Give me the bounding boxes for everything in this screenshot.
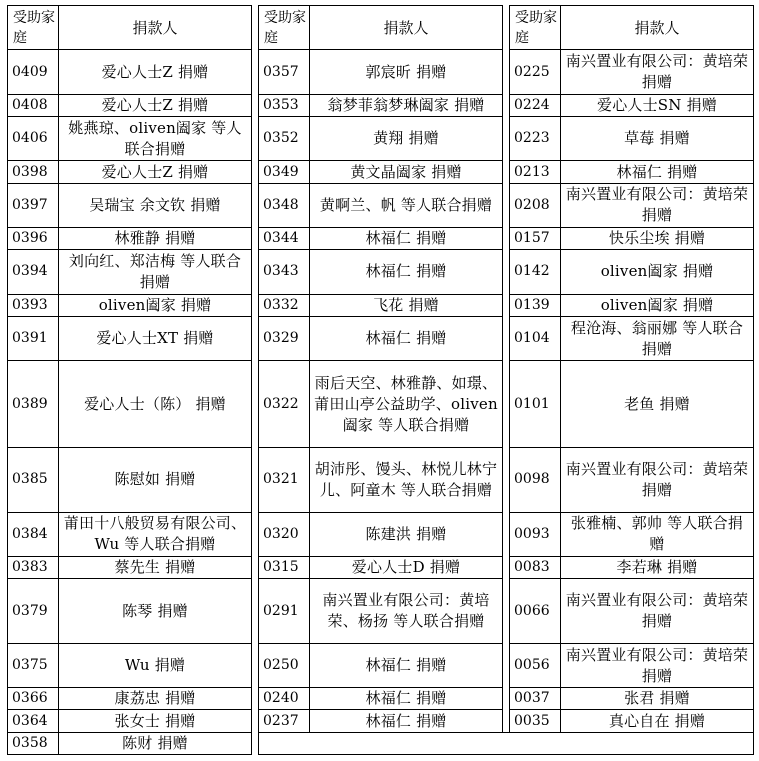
donor-cell: 翁梦菲翁梦琳阖家 捐赠 — [310, 94, 503, 116]
column-gap — [252, 250, 259, 294]
family-id: 0329 — [259, 316, 310, 360]
table-row — [8, 294, 754, 316]
donor-cell: 吴瑞宝 余文钦 捐赠 — [59, 183, 252, 227]
family-id: 0237 — [259, 710, 310, 732]
family-id: 0321 — [259, 448, 310, 513]
family-id: 0408 — [8, 94, 59, 116]
column-gap — [252, 512, 259, 556]
donor-cell: 林福仁 捐赠 — [310, 228, 503, 250]
family-id: 0393 — [8, 294, 59, 316]
column-gap — [503, 643, 510, 687]
family-id: 0213 — [510, 161, 561, 183]
donor-cell: 张雅楠、郭帅 等人联合捐赠 — [561, 512, 754, 556]
donor-cell: 林福仁 捐赠 — [310, 643, 503, 687]
family-id: 0225 — [510, 50, 561, 94]
family-id: 0357 — [259, 50, 310, 94]
donor-cell: 南兴置业有限公司：黄培荣 捐赠 — [561, 183, 754, 227]
donor-cell: 爱心人士SN 捐赠 — [561, 94, 754, 116]
donor-cell: 林福仁 捐赠 — [310, 316, 503, 360]
family-id: 0358 — [8, 732, 59, 754]
column-gap — [252, 94, 259, 116]
donor-cell: oliven阖家 捐赠 — [59, 294, 252, 316]
table-row — [8, 316, 754, 360]
column-gap — [503, 579, 510, 644]
family-id: 0223 — [510, 117, 561, 161]
donor-cell: 姚燕琼、oliven阖家 等人联合捐赠 — [59, 117, 252, 161]
donor-cell: 爱心人士Z 捐赠 — [59, 161, 252, 183]
family-id: 0291 — [259, 579, 310, 644]
family-id: 0083 — [510, 557, 561, 579]
family-id: 0352 — [259, 117, 310, 161]
family-id: 0389 — [8, 361, 59, 448]
table-row — [8, 361, 754, 448]
column-gap — [252, 294, 259, 316]
column-gap — [252, 557, 259, 579]
header-donor: 捐款人 — [561, 6, 754, 50]
column-gap — [252, 361, 259, 448]
donor-cell: 南兴置业有限公司：黄培荣、杨扬 等人联合捐赠 — [310, 579, 503, 644]
header-family: 受助家庭 — [510, 6, 561, 50]
family-id: 0383 — [8, 557, 59, 579]
family-id: 0104 — [510, 316, 561, 360]
table-row — [8, 448, 754, 513]
family-id: 0353 — [259, 94, 310, 116]
table-row — [8, 228, 754, 250]
donor-cell: 陈财 捐赠 — [59, 732, 252, 754]
table-row — [8, 643, 754, 687]
donor-cell: 黄文晶阖家 捐赠 — [310, 161, 503, 183]
table-row — [8, 512, 754, 556]
column-gap — [503, 557, 510, 579]
family-id: 0240 — [259, 688, 310, 710]
header-donor: 捐款人 — [59, 6, 252, 50]
donor-cell: oliven阖家 捐赠 — [561, 294, 754, 316]
column-gap — [503, 294, 510, 316]
family-id: 0157 — [510, 228, 561, 250]
donor-cell: 莆田十八般贸易有限公司、Wu 等人联合捐赠 — [59, 512, 252, 556]
column-gap — [252, 228, 259, 250]
column-gap — [503, 117, 510, 161]
column-gap — [252, 732, 259, 754]
column-gap — [503, 50, 510, 94]
column-gap — [503, 710, 510, 732]
family-id: 0056 — [510, 643, 561, 687]
donor-cell: 刘向红、郑洁梅 等人联合捐赠 — [59, 250, 252, 294]
donor-cell: 飞花 捐赠 — [310, 294, 503, 316]
column-gap — [252, 643, 259, 687]
family-id: 0366 — [8, 688, 59, 710]
donor-cell: 爱心人士D 捐赠 — [310, 557, 503, 579]
donor-cell: 蔡先生 捐赠 — [59, 557, 252, 579]
family-id: 0320 — [259, 512, 310, 556]
family-id: 0250 — [259, 643, 310, 687]
table-row — [8, 161, 754, 183]
donor-cell: 爱心人士Z 捐赠 — [59, 50, 252, 94]
column-gap — [503, 361, 510, 448]
family-id: 0348 — [259, 183, 310, 227]
family-id: 0384 — [8, 512, 59, 556]
family-id: 0224 — [510, 94, 561, 116]
column-gap — [252, 183, 259, 227]
family-id: 0396 — [8, 228, 59, 250]
family-id: 0343 — [259, 250, 310, 294]
donation-table-body — [8, 6, 754, 755]
column-gap — [252, 710, 259, 732]
family-id: 0208 — [510, 183, 561, 227]
column-gap — [503, 161, 510, 183]
donor-cell: 林福仁 捐赠 — [561, 161, 754, 183]
donor-cell: 爱心人士Z 捐赠 — [59, 94, 252, 116]
column-gap — [503, 228, 510, 250]
family-id: 0409 — [8, 50, 59, 94]
donor-cell: 老鱼 捐赠 — [561, 361, 754, 448]
column-gap — [503, 6, 510, 50]
donor-cell: 陈琴 捐赠 — [59, 579, 252, 644]
family-id: 0098 — [510, 448, 561, 513]
family-id: 0397 — [8, 183, 59, 227]
table-row — [8, 732, 754, 754]
donor-cell: 爱心人士XT 捐赠 — [59, 316, 252, 360]
donor-cell: 李若琳 捐赠 — [561, 557, 754, 579]
family-id: 0066 — [510, 579, 561, 644]
donor-cell: 雨后天空、林雅静、如璟、莆田山亭公益助学、oliven阖家 等人联合捐赠 — [310, 361, 503, 448]
donor-cell: 南兴置业有限公司：黄培荣 捐赠 — [561, 50, 754, 94]
column-gap — [252, 117, 259, 161]
family-id: 0379 — [8, 579, 59, 644]
column-gap — [503, 183, 510, 227]
family-id: 0394 — [8, 250, 59, 294]
donor-cell: 爱心人士（陈） 捐赠 — [59, 361, 252, 448]
family-id: 0142 — [510, 250, 561, 294]
donor-cell: 康荔忠 捐赠 — [59, 688, 252, 710]
family-id: 0315 — [259, 557, 310, 579]
family-id: 0344 — [259, 228, 310, 250]
column-gap — [503, 448, 510, 513]
column-gap — [252, 316, 259, 360]
donor-cell: 程沧海、翁丽娜 等人联合捐赠 — [561, 316, 754, 360]
table-row — [8, 50, 754, 94]
table-row — [8, 688, 754, 710]
table-row — [8, 250, 754, 294]
donor-cell: 陈建洪 捐赠 — [310, 512, 503, 556]
family-id: 0332 — [259, 294, 310, 316]
family-id: 0398 — [8, 161, 59, 183]
family-id: 0364 — [8, 710, 59, 732]
column-gap — [252, 448, 259, 513]
donor-cell: 南兴置业有限公司：黄培荣 捐赠 — [561, 579, 754, 644]
family-id: 0093 — [510, 512, 561, 556]
donor-cell: 林福仁 捐赠 — [310, 710, 503, 732]
column-gap — [252, 50, 259, 94]
donor-cell: 快乐尘埃 捐赠 — [561, 228, 754, 250]
column-gap — [503, 316, 510, 360]
donor-cell: 张女士 捐赠 — [59, 710, 252, 732]
donor-cell: 陈慰如 捐赠 — [59, 448, 252, 513]
family-id: 0375 — [8, 643, 59, 687]
family-id: 0349 — [259, 161, 310, 183]
family-id: 0322 — [259, 361, 310, 448]
donor-cell: 草莓 捐赠 — [561, 117, 754, 161]
donor-cell: 真心自在 捐赠 — [561, 710, 754, 732]
table-row — [8, 183, 754, 227]
family-id: 0406 — [8, 117, 59, 161]
header-family: 受助家庭 — [8, 6, 59, 50]
donor-cell: 南兴置业有限公司：黄培荣 捐赠 — [561, 643, 754, 687]
column-gap — [503, 688, 510, 710]
donor-cell: 黄啊兰、帆 等人联合捐赠 — [310, 183, 503, 227]
donor-cell: 林福仁 捐赠 — [310, 250, 503, 294]
column-gap — [252, 161, 259, 183]
family-id: 0035 — [510, 710, 561, 732]
header-family: 受助家庭 — [259, 6, 310, 50]
empty-cell — [259, 732, 754, 754]
table-row — [8, 94, 754, 116]
column-gap — [503, 512, 510, 556]
column-gap — [503, 250, 510, 294]
table-row — [8, 117, 754, 161]
donor-cell: 南兴置业有限公司：黄培荣 捐赠 — [561, 448, 754, 513]
family-id: 0391 — [8, 316, 59, 360]
donor-cell: oliven阖家 捐赠 — [561, 250, 754, 294]
header-donor: 捐款人 — [310, 6, 503, 50]
family-id: 0385 — [8, 448, 59, 513]
donor-cell: 林福仁 捐赠 — [310, 688, 503, 710]
table-row — [8, 710, 754, 732]
donor-cell: Wu 捐赠 — [59, 643, 252, 687]
family-id: 0037 — [510, 688, 561, 710]
donor-cell: 黄翔 捐赠 — [310, 117, 503, 161]
donor-cell: 胡沛彤、馒头、林悦儿林宁儿、阿童木 等人联合捐赠 — [310, 448, 503, 513]
donor-cell: 郭宸昕 捐赠 — [310, 50, 503, 94]
table-row — [8, 557, 754, 579]
donor-cell: 张君 捐赠 — [561, 688, 754, 710]
column-gap — [503, 94, 510, 116]
table-row — [8, 579, 754, 644]
donation-table — [7, 5, 754, 755]
column-gap — [252, 688, 259, 710]
column-gap — [252, 579, 259, 644]
donor-cell: 林雅静 捐赠 — [59, 228, 252, 250]
header-row — [8, 6, 754, 50]
family-id: 0101 — [510, 361, 561, 448]
family-id: 0139 — [510, 294, 561, 316]
column-gap — [252, 6, 259, 50]
